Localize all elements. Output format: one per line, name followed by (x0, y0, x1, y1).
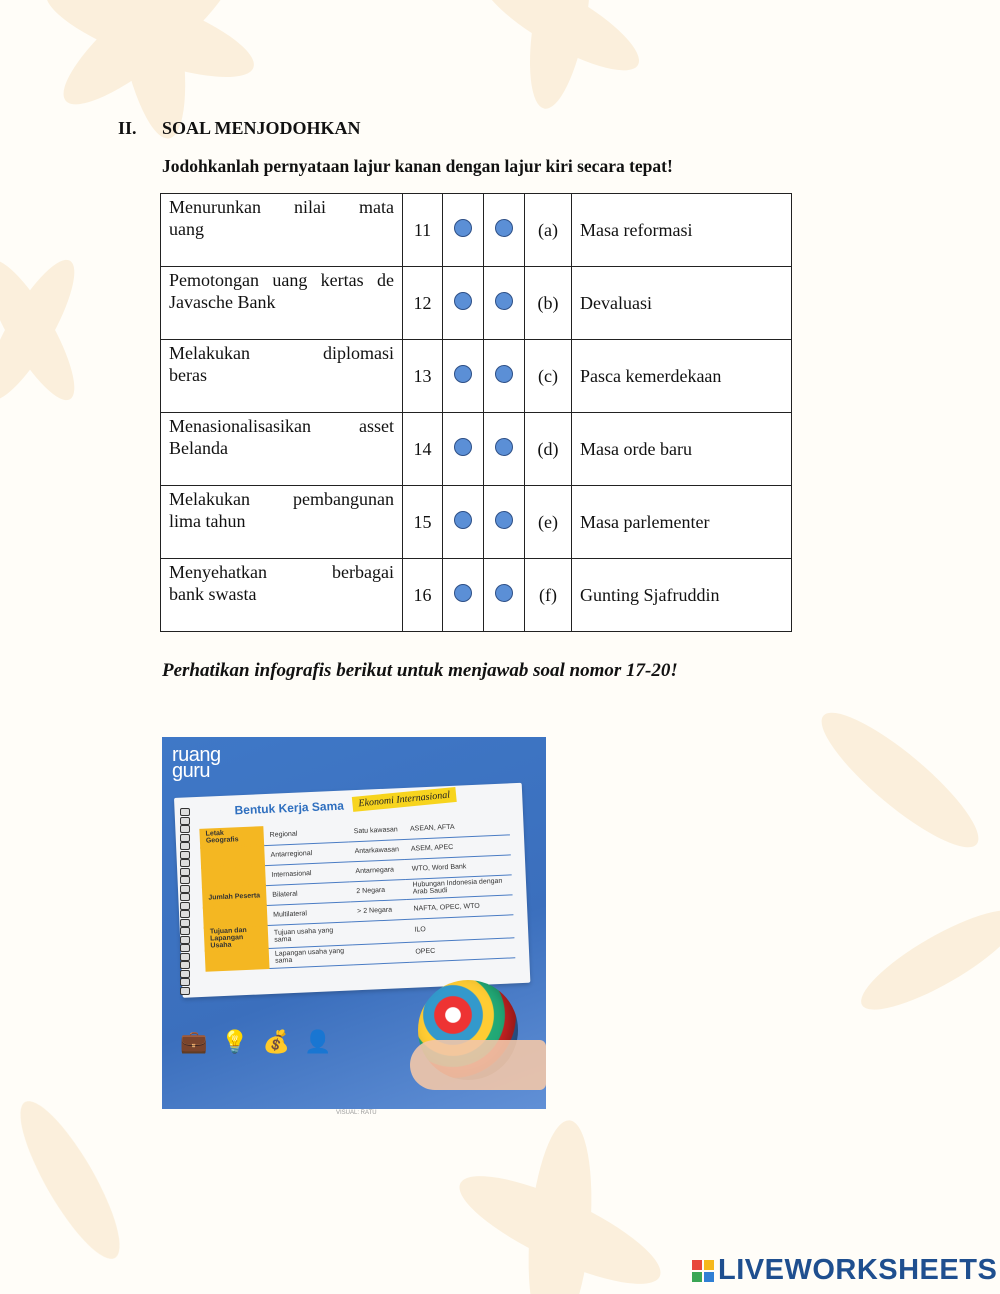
binding-ring (180, 885, 190, 893)
question-number: 11 (403, 194, 443, 267)
grid-cell: Lapangan usaha yang sama (269, 944, 354, 968)
infographic-grid (199, 815, 515, 971)
left-connector-dot[interactable] (454, 365, 472, 383)
binding-ring (180, 970, 190, 978)
right-connector-dot[interactable] (495, 438, 513, 456)
binding-ring (180, 944, 190, 952)
binding-ring (180, 893, 190, 901)
answer-text: Masa orde baru (572, 413, 792, 486)
grid-cell (353, 942, 410, 964)
answer-letter: (c) (525, 340, 572, 413)
grid-category: Jumlah Peserta (202, 885, 267, 908)
match-row (161, 267, 792, 340)
answer-letter: (a) (525, 194, 572, 267)
binding-ring (180, 817, 190, 825)
grid-cell: Hubungan Indonesia dengan Arab Saudi (406, 874, 512, 899)
right-connector-dot[interactable] (495, 292, 513, 310)
infographic-paper (174, 783, 530, 998)
section-title: SOAL MENJODOHKAN (162, 118, 361, 138)
ruangguru-logo: ruang guru (172, 744, 221, 782)
grid-cell: NAFTA, OPEC, WTO (407, 894, 513, 919)
grid-cell: Antarregional (264, 841, 349, 865)
liveworksheets-logo[interactable]: LIVEWORKSHEETS (692, 1254, 997, 1287)
right-connector-dot[interactable] (495, 219, 513, 237)
infographic-note: Perhatikan infografis berikut untuk menjawab soal nomor 17-20! (162, 660, 678, 681)
question-number: 15 (403, 486, 443, 559)
grid-cell: Satu kawasan (347, 820, 404, 841)
grid-cell: 2 Negara (350, 879, 407, 901)
answer-text: Devaluasi (572, 267, 792, 340)
grid-cell: ASEM, APEC (404, 834, 510, 859)
infographic-tag: Ekonomi Internasional (352, 787, 457, 812)
grid-category: Tujuan dan Lapangan Usaha (204, 925, 269, 951)
grid-cell: Bilateral (266, 881, 351, 905)
grid-cell: > 2 Negara (351, 899, 408, 921)
grid-category (205, 948, 270, 971)
binding-ring (180, 808, 190, 816)
grid-cell: ILO (408, 914, 514, 942)
binding-ring (180, 919, 190, 927)
binding-ring (180, 927, 190, 935)
answer-letter: (e) (525, 486, 572, 559)
match-row (161, 559, 792, 632)
grid-cell: Antarnegara (349, 859, 406, 881)
grid-cell: Multilateral (267, 901, 352, 925)
grid-cell: ASEAN, AFTA (404, 815, 510, 839)
binding-ring (180, 842, 190, 850)
statement-cell: Menurunkan nilai mata uang (161, 194, 403, 267)
binding-ring (180, 953, 190, 961)
grid-cell: OPEC (409, 937, 515, 962)
grid-cell: Antarkawasan (348, 839, 405, 861)
binding-ring (180, 987, 190, 995)
binding-ring (180, 936, 190, 944)
left-connector-dot[interactable] (454, 584, 472, 602)
binding-ring (180, 910, 190, 918)
binding-ring (180, 876, 190, 884)
section-number: II. (118, 118, 137, 138)
image-credit: VISUAL: RATU (336, 1110, 377, 1116)
left-connector-dot[interactable] (454, 292, 472, 310)
grid-cell (352, 919, 409, 944)
binding-ring (180, 978, 190, 986)
answer-letter: (f) (525, 559, 572, 632)
statement-cell: Pemotongan uang kertas de Javasche Bank (161, 267, 403, 340)
matching-table (160, 193, 792, 632)
grid-category: Letak Geografis (199, 826, 264, 848)
answer-text: Masa reformasi (572, 194, 792, 267)
binding-ring (180, 859, 190, 867)
match-row (161, 194, 792, 267)
left-connector-dot[interactable] (454, 219, 472, 237)
binding-ring (180, 825, 190, 833)
statement-cell: Menyehatkan berbagai bank swasta (161, 559, 403, 632)
grid-cell: Internasional (265, 861, 350, 885)
right-connector-dot[interactable] (495, 511, 513, 529)
statement-cell: Melakukan diplomasi beras (161, 340, 403, 413)
infographic-title: Bentuk Kerja Sama (234, 798, 345, 818)
grid-category (203, 905, 268, 928)
instruction-text: Jodohkanlah pernyataan lajur kanan dengan lajur kiri secara tepat! (162, 156, 673, 176)
question-number: 13 (403, 340, 443, 413)
binding-ring (180, 851, 190, 859)
answer-text: Masa parlementer (572, 486, 792, 559)
answer-letter: (b) (525, 267, 572, 340)
right-connector-dot[interactable] (495, 365, 513, 383)
question-number: 16 (403, 559, 443, 632)
match-row (161, 486, 792, 559)
left-connector-dot[interactable] (454, 511, 472, 529)
left-connector-dot[interactable] (454, 438, 472, 456)
answer-letter: (d) (525, 413, 572, 486)
binding-ring (180, 834, 190, 842)
question-number: 14 (403, 413, 443, 486)
binding-ring (180, 902, 190, 910)
business-icons: 💼 💡 💰 👤 (180, 1030, 332, 1055)
binding-ring (180, 868, 190, 876)
hand-icon (410, 1040, 546, 1090)
statement-cell: Melakukan pembangunan lima tahun (161, 486, 403, 559)
grid-cell: Tujuan usaha yang sama (268, 921, 353, 948)
right-connector-dot[interactable] (495, 584, 513, 602)
answer-text: Pasca kemerdekaan (572, 340, 792, 413)
grid-category (200, 845, 265, 868)
match-row (161, 413, 792, 486)
logo-blocks-icon (692, 1260, 714, 1282)
answer-text: Gunting Sjafruddin (572, 559, 792, 632)
grid-cell: Regional (263, 822, 348, 845)
match-row (161, 340, 792, 413)
statement-cell: Menasionalisasikan asset Belanda (161, 413, 403, 486)
grid-category (201, 865, 266, 888)
question-number: 12 (403, 267, 443, 340)
grid-cell: WTO, Word Bank (405, 854, 511, 879)
binding-ring (180, 961, 190, 969)
